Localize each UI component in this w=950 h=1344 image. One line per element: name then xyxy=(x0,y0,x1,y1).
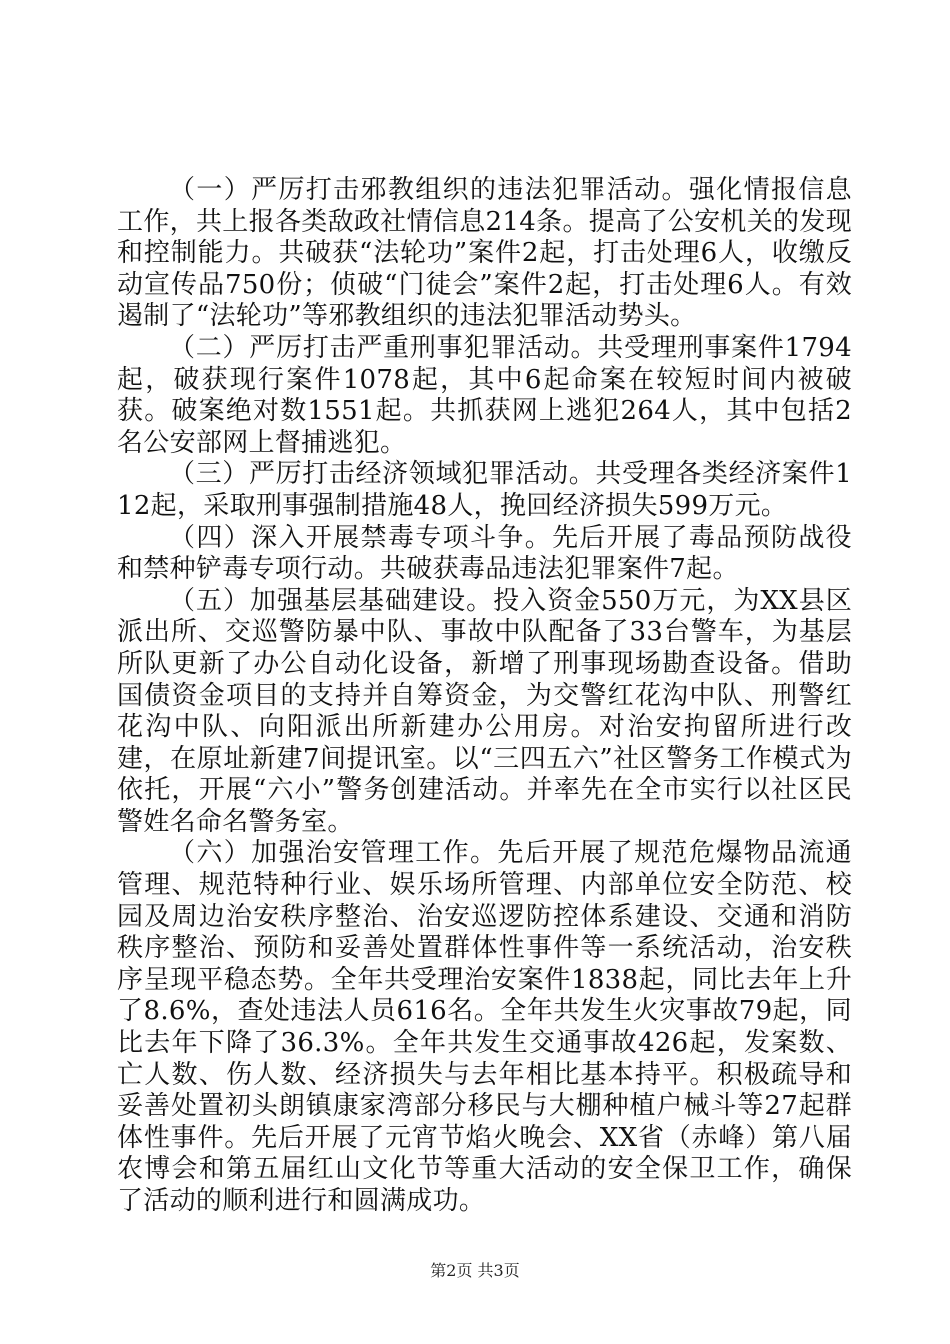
document-body xyxy=(117,175,852,1218)
paragraph-4: （四）深入开展禁毒专项斗争。先后开展了毒品预防战役和禁种铲毒专项行动。共破获毒品违法犯罪案件7起。 xyxy=(117,522,852,585)
paragraph-2: （二）严厉打击严重刑事犯罪活动。共受理刑事案件1794起，破获现行案件1078起，其中6起命案在较短时间内被破获。破案绝对数1551起。共抓获网上逃犯264人，其中包括2名公安部网上督捕逃犯。 xyxy=(117,332,852,458)
page-footer xyxy=(0,1258,950,1281)
paragraph-1: （一）严厉打击邪教组织的违法犯罪活动。强化情报信息工作，共上报各类敌政社情信息214条。提高了公安机关的发现和控制能力。共破获“法轮功”案件2起，打击处理6人，收缴反动宣传品750份；侦破“门徒会”案件2起，打击处理6人。有效遏制了“法轮功”等邪教组织的违法犯罪活动势头。 xyxy=(117,175,852,332)
paragraph-3: （三）严厉打击经济领域犯罪活动。共受理各类经济案件112起，采取刑事强制措施48人，挽回经济损失599万元。 xyxy=(117,459,852,521)
paragraph-6: （六）加强治安管理工作。先后开展了规范危爆物品流通管理、规范特种行业、娱乐场所管理、内部单位安全防范、校园及周边治安秩序整治、治安巡逻防控体系建设、交通和消防秩序整治、预防和妥善处置群体性事件等一系统活动，治安秩序呈现平稳态势。全年共受理治安案件1838起，同比去年上升了8.6%，查处违法人员616名。全年共发生火灾事故79起，同比去年下降了36.3%。全年共发生交通事故426起，发案数、亡人数、伤人数、经济损失与去年相比基本持平。积极疏导和妥善处置初头朗镇康家湾部分移民与大棚种植户械斗等27起群体性事件。先后开展了元宵节焰火晚会、XX省（赤峰）第八届农博会和第五届红山文化节等重大活动的安全保卫工作，确保了活动的顺利进行和圆满成功。 xyxy=(117,838,852,1216)
page-number-label: 第2页 共3页 xyxy=(430,1261,520,1280)
paragraph-5: （五）加强基层基础建设。投入资金550万元，为XX县区派出所、交巡警防暴中队、事故中队配备了33台警车，为基层所队更新了办公自动化设备，新增了刑事现场勘查设备。借助国债资金项目的支持并自筹资金，为交警红花沟中队、刑警红花沟中队、向阳派出所新建办公用房。对治安拘留所进行改建，在原址新建7间提讯室。以“三四五六”社区警务工作模式为依托，开展“六小”警务创建活动。并率先在全市实行以社区民警姓名命名警务室。 xyxy=(117,585,853,837)
